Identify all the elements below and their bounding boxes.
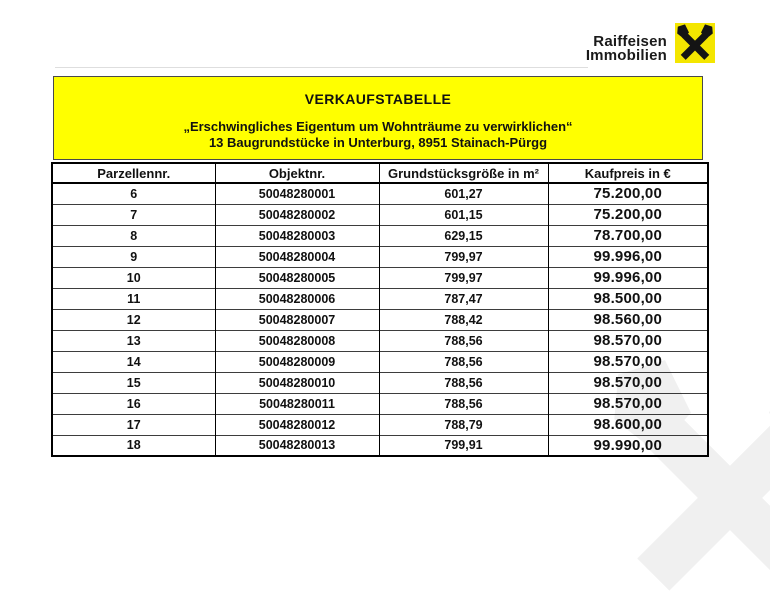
column-header-grundstuecksgroesse: Grundstücksgröße in m² — [379, 163, 548, 183]
table-row — [52, 267, 708, 288]
table-row — [52, 183, 708, 204]
table-row — [52, 204, 708, 225]
cell-grundstuecksgroesse: 799,97 — [379, 267, 548, 288]
brand-wordmark — [586, 35, 667, 63]
table-row — [52, 435, 708, 456]
cell-kaufpreis: 98.560,00 — [548, 309, 708, 330]
table-row — [52, 372, 708, 393]
cell-grundstuecksgroesse: 629,15 — [379, 225, 548, 246]
cell-grundstuecksgroesse: 788,79 — [379, 414, 548, 435]
cell-parzellennr: 13 — [52, 330, 215, 351]
cell-parzellennr: 9 — [52, 246, 215, 267]
table-row — [52, 288, 708, 309]
cell-parzellennr: 11 — [52, 288, 215, 309]
header-box — [53, 76, 703, 160]
cell-objektnr: 50048280012 — [215, 414, 379, 435]
cell-objektnr: 50048280002 — [215, 204, 379, 225]
cell-objektnr: 50048280009 — [215, 351, 379, 372]
cell-grundstuecksgroesse: 788,56 — [379, 372, 548, 393]
table-row — [52, 393, 708, 414]
giebelkreuz-icon — [674, 23, 716, 63]
column-header-objektnr: Objektnr. — [215, 163, 379, 183]
cell-kaufpreis: 99.996,00 — [548, 267, 708, 288]
cell-objektnr: 50048280013 — [215, 435, 379, 456]
cell-kaufpreis: 75.200,00 — [548, 183, 708, 204]
cell-objektnr: 50048280004 — [215, 246, 379, 267]
brand-name-line2: Immobilien — [585, 46, 667, 64]
cell-grundstuecksgroesse: 788,56 — [379, 393, 548, 414]
cell-objektnr: 50048280003 — [215, 225, 379, 246]
cell-objektnr: 50048280006 — [215, 288, 379, 309]
cell-grundstuecksgroesse: 799,91 — [379, 435, 548, 456]
cell-kaufpreis: 98.570,00 — [548, 330, 708, 351]
cell-parzellennr: 17 — [52, 414, 215, 435]
cell-parzellennr: 16 — [52, 393, 215, 414]
cell-kaufpreis: 98.570,00 — [548, 372, 708, 393]
subtitle-line2: 13 Baugrundstücke in Unterburg, 8951 Stainach-Pürgg — [208, 134, 548, 150]
cell-parzellennr: 10 — [52, 267, 215, 288]
table-row — [52, 351, 708, 372]
table-row — [52, 414, 708, 435]
table-body — [52, 183, 708, 456]
table-row — [52, 225, 708, 246]
cell-parzellennr: 8 — [52, 225, 215, 246]
column-header-kaufpreis: Kaufpreis in € — [548, 163, 708, 183]
brand-name-line1: Raiffeisen — [593, 33, 667, 50]
cell-parzellennr: 12 — [52, 309, 215, 330]
cell-parzellennr: 7 — [52, 204, 215, 225]
cell-objektnr: 50048280008 — [215, 330, 379, 351]
cell-objektnr: 50048280005 — [215, 267, 379, 288]
cell-parzellennr: 6 — [52, 183, 215, 204]
cell-parzellennr: 14 — [52, 351, 215, 372]
table-row — [52, 246, 708, 267]
cell-objektnr: 50048280011 — [215, 393, 379, 414]
cell-kaufpreis: 99.996,00 — [548, 246, 708, 267]
cell-objektnr: 50048280010 — [215, 372, 379, 393]
cell-kaufpreis: 98.500,00 — [548, 288, 708, 309]
cell-objektnr: 50048280001 — [215, 183, 379, 204]
subtitle-line1: „Erschwingliches Eigentum um Wohnträume zu verwirklichen“ — [183, 119, 573, 134]
cell-grundstuecksgroesse: 788,42 — [379, 309, 548, 330]
table-header-row — [52, 163, 708, 183]
sales-table — [51, 162, 709, 457]
cell-kaufpreis: 98.570,00 — [548, 351, 708, 372]
cell-kaufpreis: 75.200,00 — [548, 204, 708, 225]
raiffeisen-immobilien-logo — [586, 23, 716, 63]
cell-grundstuecksgroesse: 788,56 — [379, 351, 548, 372]
cell-parzellennr: 15 — [52, 372, 215, 393]
cell-grundstuecksgroesse: 601,15 — [379, 204, 548, 225]
cell-parzellennr: 18 — [52, 435, 215, 456]
page-subtitle — [54, 119, 702, 150]
cell-kaufpreis: 98.600,00 — [548, 414, 708, 435]
cell-grundstuecksgroesse: 787,47 — [379, 288, 548, 309]
cell-grundstuecksgroesse: 601,27 — [379, 183, 548, 204]
letterhead-divider — [55, 67, 588, 68]
cell-grundstuecksgroesse: 799,97 — [379, 246, 548, 267]
cell-objektnr: 50048280007 — [215, 309, 379, 330]
page-title: VERKAUFSTABELLE — [304, 91, 452, 107]
table-row — [52, 330, 708, 351]
column-header-parzellennr: Parzellennr. — [52, 163, 215, 183]
cell-kaufpreis: 78.700,00 — [548, 225, 708, 246]
cell-kaufpreis: 99.990,00 — [548, 435, 708, 456]
table-row — [52, 309, 708, 330]
cell-grundstuecksgroesse: 788,56 — [379, 330, 548, 351]
cell-kaufpreis: 98.570,00 — [548, 393, 708, 414]
